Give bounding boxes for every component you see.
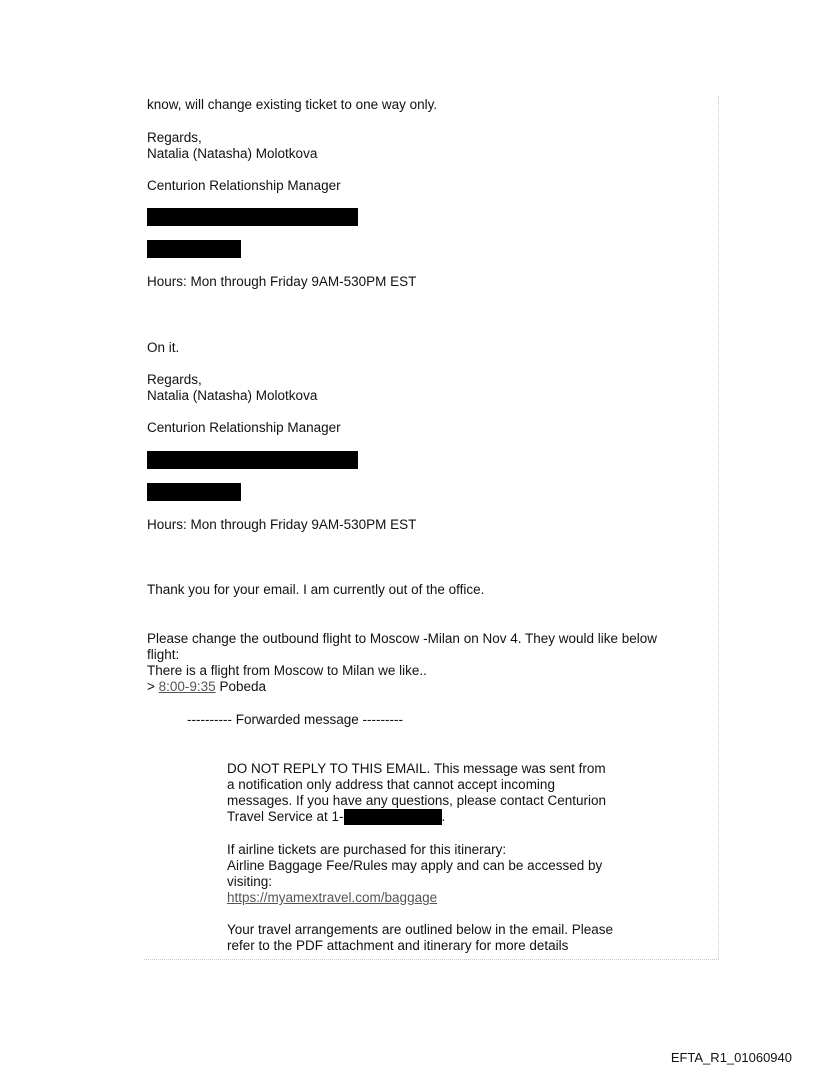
baggage-link[interactable]: https://myamextravel.com/baggage	[227, 890, 438, 905]
baggage-line: If airline tickets are purchased for this itinerary:	[227, 842, 507, 857]
document-id: EFTA_R1_01060940	[670, 1050, 792, 1065]
notice-line	[227, 809, 445, 825]
signature-hours: Hours: Mon through Friday 9AM-530PM EST	[147, 517, 417, 532]
message-line	[147, 679, 266, 695]
signature-hours: Hours: Mon through Friday 9AM-530PM EST	[147, 274, 417, 289]
signature-title: Centurion Relationship Manager	[147, 178, 341, 193]
notice-phone-prefix: Travel Service at 1-	[227, 809, 344, 824]
message-line: Please change the outbound flight to Moscow -Milan on Nov 4. They would like below	[147, 631, 658, 646]
quote-marker: >	[147, 679, 159, 694]
notice-line: a notification only address that cannot accept incoming	[227, 777, 555, 792]
signature-name: Natalia (Natasha) Molotkova	[147, 146, 318, 161]
redaction-bar	[147, 240, 241, 258]
redaction-bar	[147, 451, 358, 469]
redaction-bar	[147, 483, 241, 501]
message-text: On it.	[147, 340, 180, 355]
message-line: flight:	[147, 647, 180, 662]
arrangements-line: Your travel arrangements are outlined below in the email. Please	[227, 922, 613, 937]
signature-title: Centurion Relationship Manager	[147, 420, 341, 435]
notice-line: messages. If you have any questions, please contact Centurion	[227, 793, 606, 808]
forwarded-header: ---------- Forwarded message ---------	[187, 712, 403, 727]
airline-name: Pobeda	[215, 679, 266, 694]
arrangements-line: refer to the PDF attachment and itinerary for more details	[227, 938, 569, 953]
signature-name: Natalia (Natasha) Molotkova	[147, 388, 318, 403]
redaction-bar	[344, 809, 442, 825]
signature-regards: Regards,	[147, 372, 202, 387]
flight-time-link[interactable]: 8:00-9:35	[158, 679, 216, 694]
signature-regards: Regards,	[147, 130, 202, 145]
message-line: There is a flight from Moscow to Milan we like..	[147, 663, 427, 678]
message-text: know, will change existing ticket to one way only.	[147, 97, 438, 112]
baggage-line: visiting:	[227, 874, 273, 889]
auto-reply-text: Thank you for your email. I am currently out of the office.	[147, 582, 485, 597]
redaction-bar	[147, 208, 358, 226]
notice-period: .	[441, 809, 446, 824]
notice-line: DO NOT REPLY TO THIS EMAIL. This message was sent from	[227, 761, 606, 776]
baggage-line: Airline Baggage Fee/Rules may apply and can be accessed by	[227, 858, 603, 873]
